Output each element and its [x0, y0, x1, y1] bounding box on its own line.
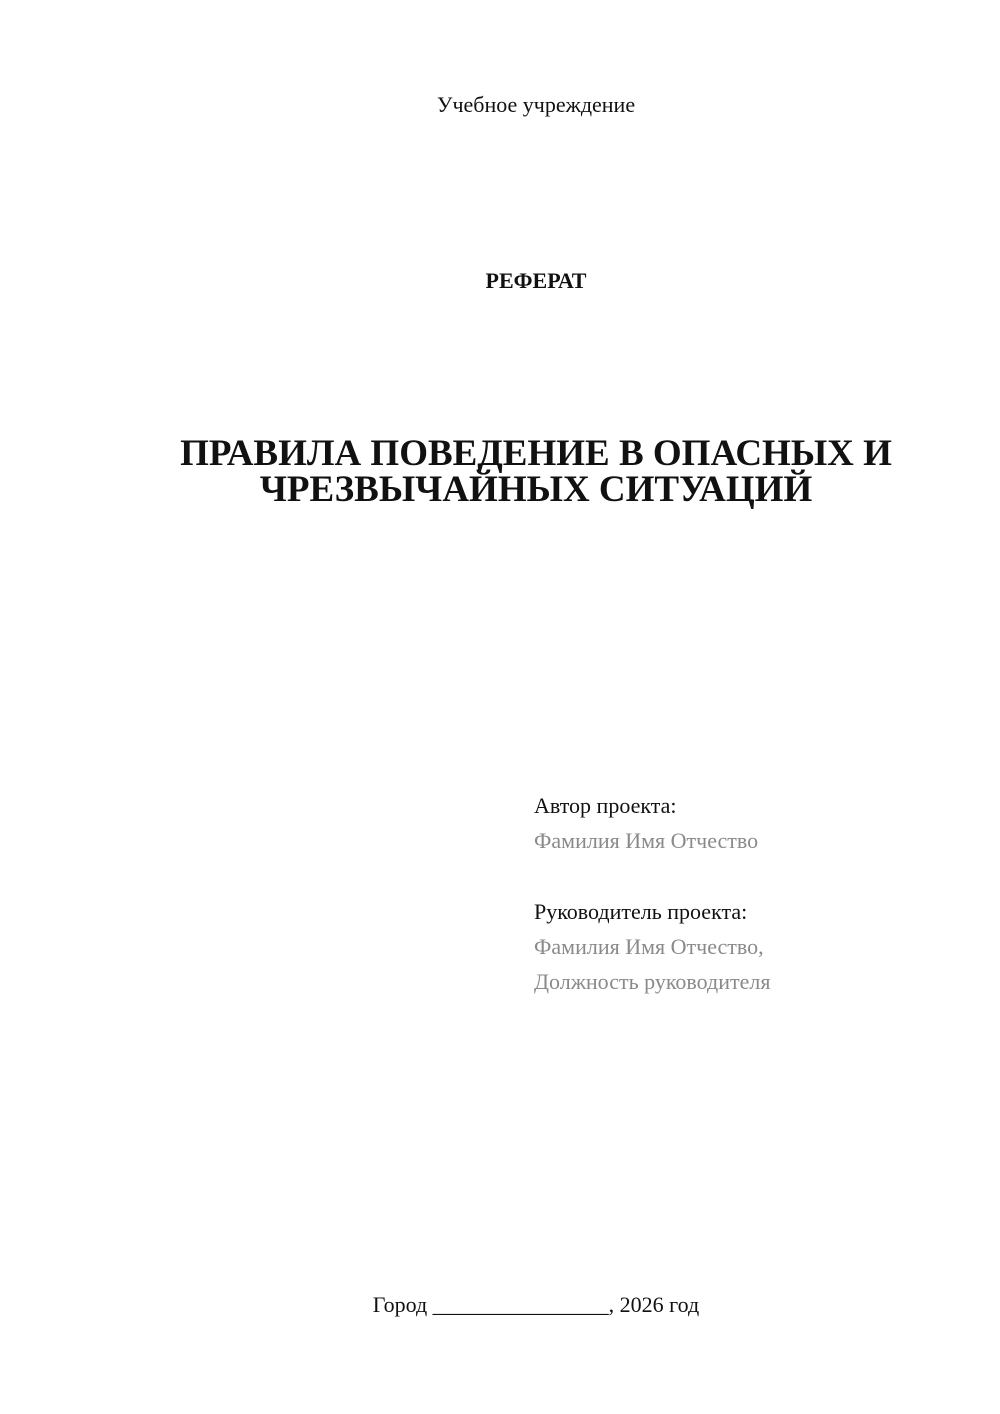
- document-title-line-1: ПРАВИЛА ПОВЕДЕНИЕ В ОПАСНЫХ И: [180, 433, 892, 474]
- document-title: [100, 433, 972, 510]
- project-info-block: [534, 788, 974, 999]
- author-label: Автор проекта:: [534, 793, 677, 818]
- supervisor-label: Руководитель проекта:: [534, 899, 748, 924]
- document-type: РЕФЕРАТ: [485, 268, 587, 293]
- city-year-line: Город ________________, 2026 год: [372, 1292, 700, 1317]
- author-name: Фамилия Имя Отчество: [534, 828, 759, 853]
- institution-name: Учебное учреждение: [436, 92, 636, 117]
- info-spacer: [534, 858, 974, 894]
- document-title-line-2: ЧРЕЗВЫЧАЙНЫХ СИТУАЦИЙ: [259, 469, 813, 510]
- supervisor-position: Должность руководителя: [534, 969, 771, 994]
- supervisor-name: Фамилия Имя Отчество,: [534, 934, 764, 959]
